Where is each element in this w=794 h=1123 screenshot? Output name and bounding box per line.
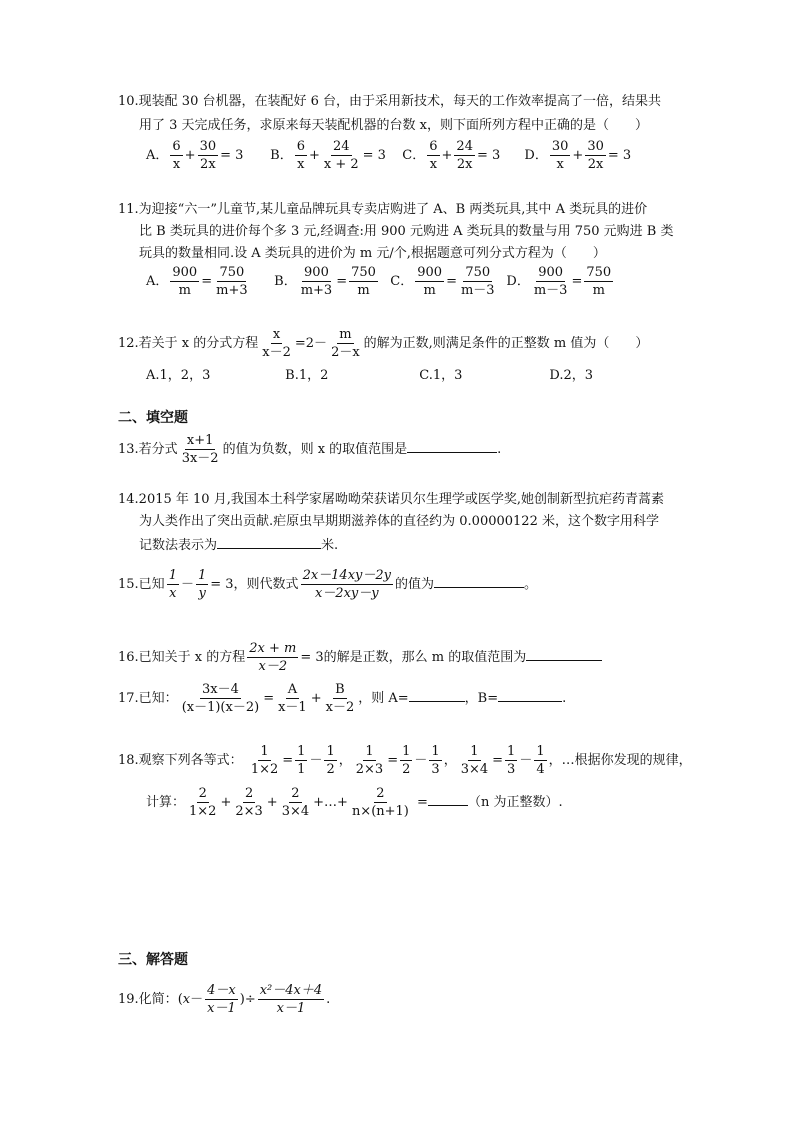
q10-option-a[interactable]: A． $\frac{6}{x}$ + $\frac{30}{2x}$ = 3 xyxy=(146,139,244,172)
q14-answer-blank[interactable] xyxy=(217,534,321,549)
q18-line2: 计算： $\frac{2}{1\times 2}$ + $\frac{2}{2\times 3}$ + $\frac{2}{3\times 4}$ +…+ $\frac{2}{n\times(n+1)}$ = （n 为正整数）. xyxy=(146,786,563,819)
q12-option-c[interactable]: C.1，3 xyxy=(419,368,463,383)
q10-line2: 用了 3 天完成任务，求原来每天装配机器的台数 x，则下面所列方程中正确的是（ ） xyxy=(139,118,649,133)
q10-line1: 10.现装配 30 台机器，在装配好 6 台，由于采用新技术，每天的工作效率提高了一倍，结果共 xyxy=(118,94,662,109)
q11-option-a[interactable]: A． $\frac{900}{m}$ = $\frac{750}{m+3}$ xyxy=(146,265,248,298)
q14-line2: 为人类作出了突出贡献.疟原虫早期期滋养体的直径约为 0.00000122 米，这个数字用科学 xyxy=(139,514,659,529)
q18-answer-blank[interactable] xyxy=(428,791,468,806)
q16-answer-blank[interactable] xyxy=(526,646,602,661)
q11-line3: 玩具的数量相同.设 A 类玩具的进价为 m 元/个,根据题意可列分式方程为（ ） xyxy=(139,246,606,261)
q15: 15.已知 $\frac{1}{x}$ － $\frac{1}{y}$ = 3，则代数式 $\frac{2x-14xy-2y}{x-2xy-y}$ 的值为 。 xyxy=(118,568,538,601)
section-fill-in-heading: 二、填空题 xyxy=(118,410,188,426)
q12-option-a[interactable]: A.1，2，3 xyxy=(146,368,211,383)
q19: 19.化简：(x－ $\frac{4-x}{x-1}$ )÷ $\frac{\text{x²－4x＋4}}{x-1}$ . xyxy=(118,983,331,1016)
q16: 16.已知关于 x 的方程 $\frac{2x + m}{x-2}$ = 3的解是正数，那么 m 的取值范围为 xyxy=(118,638,602,678)
q10-option-c[interactable]: C． $\frac{6}{x}$ + $\frac{24}{2x}$ = 3 xyxy=(402,139,501,172)
q11-option-d[interactable]: D． $\frac{900}{m-3}$ = $\frac{750}{m}$ xyxy=(506,265,612,298)
q11-option-b[interactable]: B． $\frac{900}{m+3}$ = $\frac{750}{m}$ xyxy=(274,265,376,298)
q11-line2: 比 B 类玩具的进价每个多 3 元,经调查:用 900 元购进 A 类玩具的数量与用 750 元购进 B 类 xyxy=(139,224,674,239)
q13: 13.若分式 $\frac{x+1}{3x-2}$ 的值为负数，则 x 的取值范围是 . xyxy=(118,433,502,466)
q12-stem: 12.若关于 x 的分式方程 $\frac{x}{x-2}$ =2－ $\frac{m}{2-x}$ 的解为正数,则满足条件的正整数 m 值为（ ） xyxy=(118,327,649,360)
q14-line3: 记数法表示为 米. xyxy=(139,534,338,556)
q18-line1: 18.观察下列各等式： $\frac{1}{1\times 2}$ = $\frac{1}{1}$ － $\frac{1}{2}$ ， $\frac{1}{2\times 3}$ = $\frac{1}{2}$ － $\frac{1}{3}$ ， $\frac{1}{3\times 4}$ = $\frac{1}{3}$ － $\frac{1}{4}$ ，…根据你发现的规律， xyxy=(118,744,692,777)
q12-option-d[interactable]: D.2，3 xyxy=(549,368,594,383)
q12-options xyxy=(146,366,593,386)
q12-option-b[interactable]: B.1，2 xyxy=(285,368,329,383)
q11-option-c[interactable]: C． $\frac{900}{m}$ = $\frac{750}{m-3}$ xyxy=(390,265,495,298)
q11-options xyxy=(146,264,615,300)
q17-answer-a-blank[interactable] xyxy=(409,687,465,702)
q13-answer-blank[interactable] xyxy=(407,438,497,453)
q14-line1: 14.2015 年 10 月,我国本土科学家屠呦呦荣获诺贝尔生理学或医学奖,她创制新型抗疟药青蒿素 xyxy=(118,492,664,507)
q11-line1: 11.为迎接“六一”儿童节,某儿童品牌玩具专卖店购进了 A、B 两类玩具,其中 A 类玩具的进价 xyxy=(118,202,648,217)
q10-option-d[interactable]: D． $\frac{30}{x}$ + $\frac{30}{2x}$ = 3 xyxy=(524,139,632,172)
q10-options xyxy=(146,138,631,174)
q15-answer-blank[interactable] xyxy=(434,573,524,588)
section-solve-heading: 三、解答题 xyxy=(118,952,188,968)
q17: 17.已知： $\frac{3x-4}{(x-1)(x-2)}$ = $\frac{A}{x-1}$ + $\frac{B}{x-2}$ ，则 A= ，B= . xyxy=(118,682,567,715)
q17-answer-b-blank[interactable] xyxy=(498,687,562,702)
q10-option-b[interactable]: B． $\frac{6}{x}$ + $\frac{24}{x + 2}$ = 3 xyxy=(270,139,386,172)
